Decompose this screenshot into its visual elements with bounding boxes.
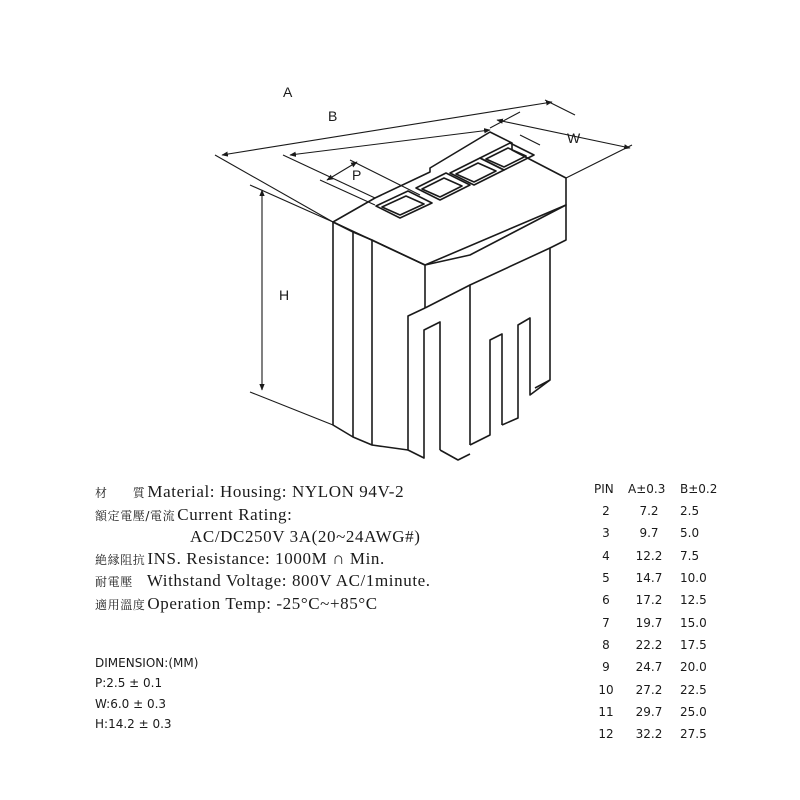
dim-b-value: 5.0 [680, 526, 700, 541]
dim-b-value: 2.5 [680, 504, 700, 519]
spec-withstand-cn: 耐電壓 [95, 575, 133, 589]
pin-table-header-row [590, 478, 723, 500]
dim-a-value: 17.2 [635, 593, 663, 608]
dim-label-a: A [283, 84, 293, 100]
dimension-w: W:6.0 ± 0.3 [95, 697, 167, 711]
spec-material [95, 482, 404, 502]
dim-label-h: H [279, 287, 290, 303]
spec-rating-text: Current Rating: [177, 505, 293, 524]
dim-b-value: 22.5 [680, 682, 707, 697]
dim-label-w: W [567, 130, 581, 146]
table-row [590, 500, 723, 522]
dim-label-p: P [352, 167, 362, 183]
dim-b-value: 7.5 [680, 548, 700, 563]
dim-a-value: 12.2 [635, 548, 663, 563]
pin-table-header-a: A±0.3 [628, 482, 666, 496]
pin-count: 3 [602, 526, 610, 541]
dimension-title: DIMENSION:(MM) [95, 656, 199, 670]
table-row [590, 522, 723, 544]
spec-rating-value: AC/DC250V 3A(20~24AWG#) [190, 527, 421, 546]
pin-count: 11 [598, 704, 614, 719]
dimension-p: P:2.5 ± 0.1 [95, 676, 163, 690]
spec-insulation-cn: 絶縁阻抗 [95, 553, 146, 567]
dim-b-value: 15.0 [680, 615, 707, 630]
spec-insulation [95, 549, 385, 569]
pin-count: 9 [602, 660, 610, 675]
table-row [590, 545, 723, 567]
table-row [590, 634, 723, 656]
pin-count: 8 [602, 637, 610, 652]
dim-a-value: 22.2 [635, 637, 663, 652]
dim-b-value: 17.5 [680, 637, 707, 652]
table-row [590, 567, 723, 589]
table-row [590, 611, 723, 633]
pin-table-header-pin: PIN [594, 482, 614, 496]
spec-insulation-text: INS. Resistance: 1000M ∩ Min. [147, 549, 385, 568]
spec-rating [95, 505, 292, 525]
spec-rating-cn: 額定電壓/電流 [95, 509, 176, 523]
dim-a-value: 32.2 [635, 727, 663, 742]
dim-a-value: 14.7 [635, 571, 663, 586]
table-row [590, 589, 723, 611]
dim-w-ext-bottom [566, 145, 632, 178]
table-row [590, 723, 723, 745]
dim-w-ext-top [490, 112, 520, 128]
pin-count: 7 [602, 615, 610, 630]
dim-b-ext-right [520, 135, 540, 145]
pin-count: 2 [602, 504, 610, 519]
dim-label-b: B [328, 108, 338, 124]
pin-count: 6 [602, 593, 610, 608]
housing-front-face [333, 222, 353, 437]
dim-a-value: 29.7 [635, 704, 663, 719]
dim-b-value: 25.0 [680, 704, 707, 719]
dim-a-value: 19.7 [635, 615, 663, 630]
spec-temperature-text: Operation Temp: -25°C~+85°C [147, 594, 378, 613]
spec-material-cn: 材 質 [95, 486, 146, 500]
pin-cavity-1 [376, 191, 432, 218]
housing-top-face [333, 132, 566, 265]
dim-a-value: 27.2 [635, 682, 663, 697]
dim-h-ext-bottom [250, 392, 333, 425]
pin-count: 10 [598, 682, 614, 697]
dim-b-value: 27.5 [680, 727, 707, 742]
dim-p-ext-left [320, 180, 375, 205]
pin-count: 12 [598, 727, 614, 742]
dim-b-value: 10.0 [680, 571, 707, 586]
dim-b-value: 20.0 [680, 660, 707, 675]
pin-count: 5 [602, 571, 610, 586]
pin-dimension-table [590, 478, 723, 745]
dim-b-value: 12.5 [680, 593, 707, 608]
dimension-h: H:14.2 ± 0.3 [95, 717, 172, 731]
spec-material-text: Material: Housing: NYLON 94V-2 [147, 482, 405, 501]
dim-w-line [497, 120, 630, 148]
pin-cavity-3 [450, 158, 504, 185]
dim-a-ext-left [215, 155, 333, 222]
spec-withstand [95, 571, 431, 591]
pin-cavity-4 [480, 143, 534, 170]
table-row [590, 656, 723, 678]
pin-table-header-b: B±0.2 [680, 482, 718, 496]
pin-count: 4 [602, 548, 610, 563]
dim-a-value: 24.7 [635, 660, 663, 675]
dim-a-value: 9.7 [639, 526, 659, 541]
spec-temperature [95, 594, 378, 614]
dim-a-value: 7.2 [639, 504, 659, 519]
spec-rating-line2 [190, 527, 421, 547]
spec-temperature-cn: 適用溫度 [95, 598, 146, 612]
table-row [590, 678, 723, 700]
dim-b-line [290, 130, 490, 155]
spec-withstand-text: Withstand Voltage: 800V AC/1minute. [146, 571, 431, 590]
table-row [590, 701, 723, 723]
